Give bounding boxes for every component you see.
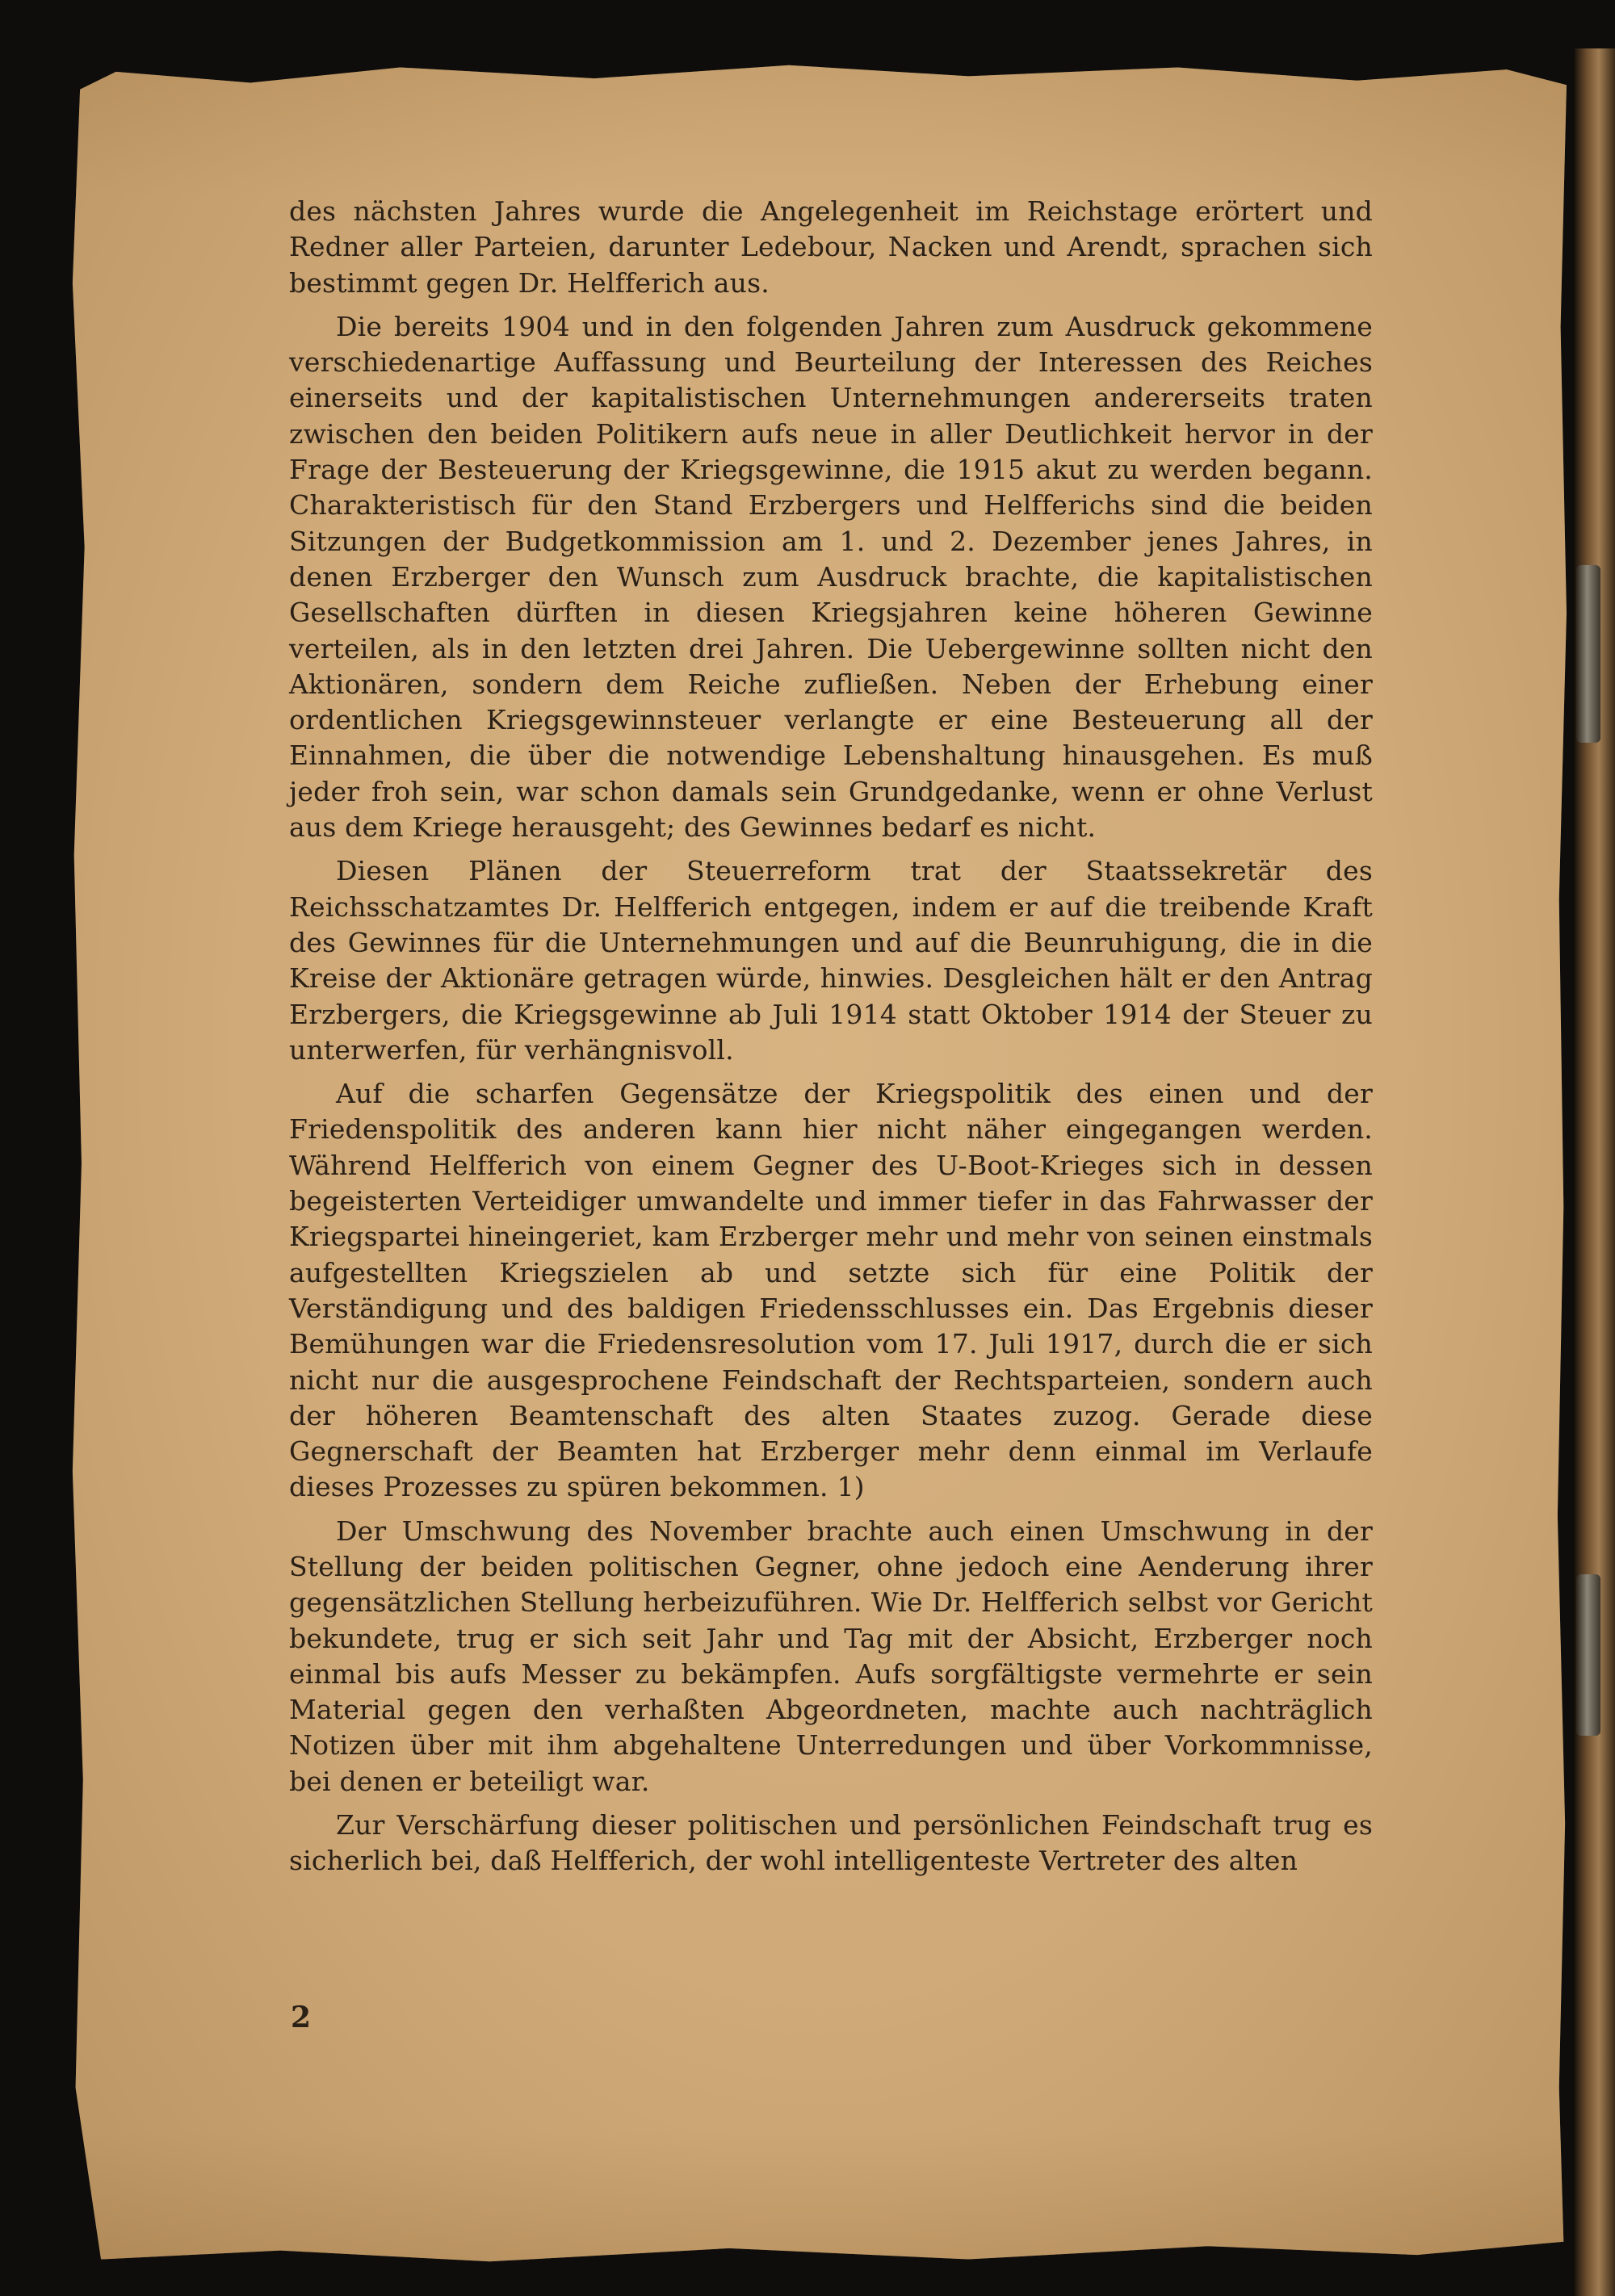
- page-number: 2: [291, 2001, 312, 2034]
- paragraph-5: Der Umschwung des November brachte auch einen Umschwung in der Stellung der beiden politischen Gegner, ohne jedoch eine Aenderung ihrer gegensätzlichen Stellung herbeizuführen. Wie Dr. Helfferich selbst vor Gericht bekundete, trug er sich seit Jahr und Tag mit der Absicht, Erzberger noch einmal bis aufs Messer zu bekämpfen. Aufs sorgfältigste vermehrte er sein Material gegen den verhaßten Abgeordneten, machte auch nachträglich Notizen über mit ihm abgehaltene Unterredungen und über Vorkommnisse, bei denen er beteiligt war.: [289, 1515, 1373, 1797]
- paragraph-1: des nächsten Jahres wurde die Angelegenheit im Reichstage erörtert und Redner aller Parteien, darunter Ledebour, Nacken und Arendt, sprachen sich bestimmt gegen Dr. Helfferich aus.: [289, 195, 1373, 299]
- binding-staple-bottom: [1576, 1574, 1600, 1736]
- paragraph-4: Auf die scharfen Gegensätze der Kriegspolitik des einen und der Friedenspolitik des anderen kann hier nicht näher eingegangen werden. Während Helfferich von einem Gegner des U-Boot-Krieges sich in dessen begeisterten Verteidiger umwandelte und immer tiefer in das Fahrwasser der Kriegspartei hineingeriet, kam Erzberger mehr und mehr von seinen einstmals aufgestellten Kriegszielen ab und setzte sich für eine Politik der Verständigung und des baldigen Friedensschlusses ein. Das Ergebnis dieser Bemühungen war die Friedensresolution vom 17. Juli 1917, durch die er sich nicht nur die ausgesprochene Feindschaft der Rechtsparteien, sondern auch der höheren Beamtenschaft des alten Staates zuzog. Gerade diese Gegnerschaft der Beamten hat Erzberger mehr denn einmal im Verlaufe dieses Prozesses zu spüren bekommen. 1): [289, 1078, 1373, 1503]
- paragraph-3: Diesen Plänen der Steuerreform trat der Staatssekretär des Reichsschatzamtes Dr. Helfferich entgegen, indem er auf die treibende Kraft des Gewinnes für die Unternehmungen und auf die Beunruhigung, die in die Kreise der Aktionäre getragen würde, hinwies. Desgleichen hält er den Antrag Erzbergers, die Kriegsgewinne ab Juli 1914 statt Oktober 1914 der Steuer zu unterwerfen, für verhängnisvoll.: [289, 855, 1373, 1066]
- facing-page-edge: [1575, 48, 1615, 2296]
- paragraph-6: Zur Verschärfung dieser politischen und persönlichen Feindschaft trug es sicherlich bei, daß Helfferich, der wohl intelligenteste Vertreter des alten: [289, 1809, 1373, 1877]
- binding-staple-top: [1576, 565, 1600, 743]
- paragraph-2: Die bereits 1904 und in den folgenden Jahren zum Ausdruck gekommene verschiedenartige Auffassung und Beurteilung der Interessen des Reiches einerseits und der kapitalistischen Unternehmungen andererseits traten zwischen den beiden Politikern aufs neue in aller Deutlichkeit hervor in der Frage der Besteuerung der Kriegsgewinne, die 1915 akut zu werden begann. Charakteristisch für den Stand Erzbergers und Helfferichs sind die beiden Sitzungen der Budgetkommission am 1. und 2. Dezember jenes Jahres, in denen Erzberger den Wunsch zum Ausdruck brachte, die kapitalistischen Gesellschaften dürften in diesen Kriegsjahren keine höheren Gewinne verteilen, als in den letzten drei Jahren. Die Uebergewinne sollten nicht den Aktionären, sondern dem Reiche zufließen. Neben der Erhebung einer ordentlichen Kriegsgewinnsteuer verlangte er eine Besteuerung all der Einnahmen, die über die notwendige Lebenshaltung hinausgehen. Es muß jeder froh sein, war schon damals sein Grundgedanke, wenn er ohne Verlust aus dem Kriege herausgeht; des Gewinnes bedarf es nicht.: [289, 310, 1373, 844]
- body-text: [289, 194, 1373, 1887]
